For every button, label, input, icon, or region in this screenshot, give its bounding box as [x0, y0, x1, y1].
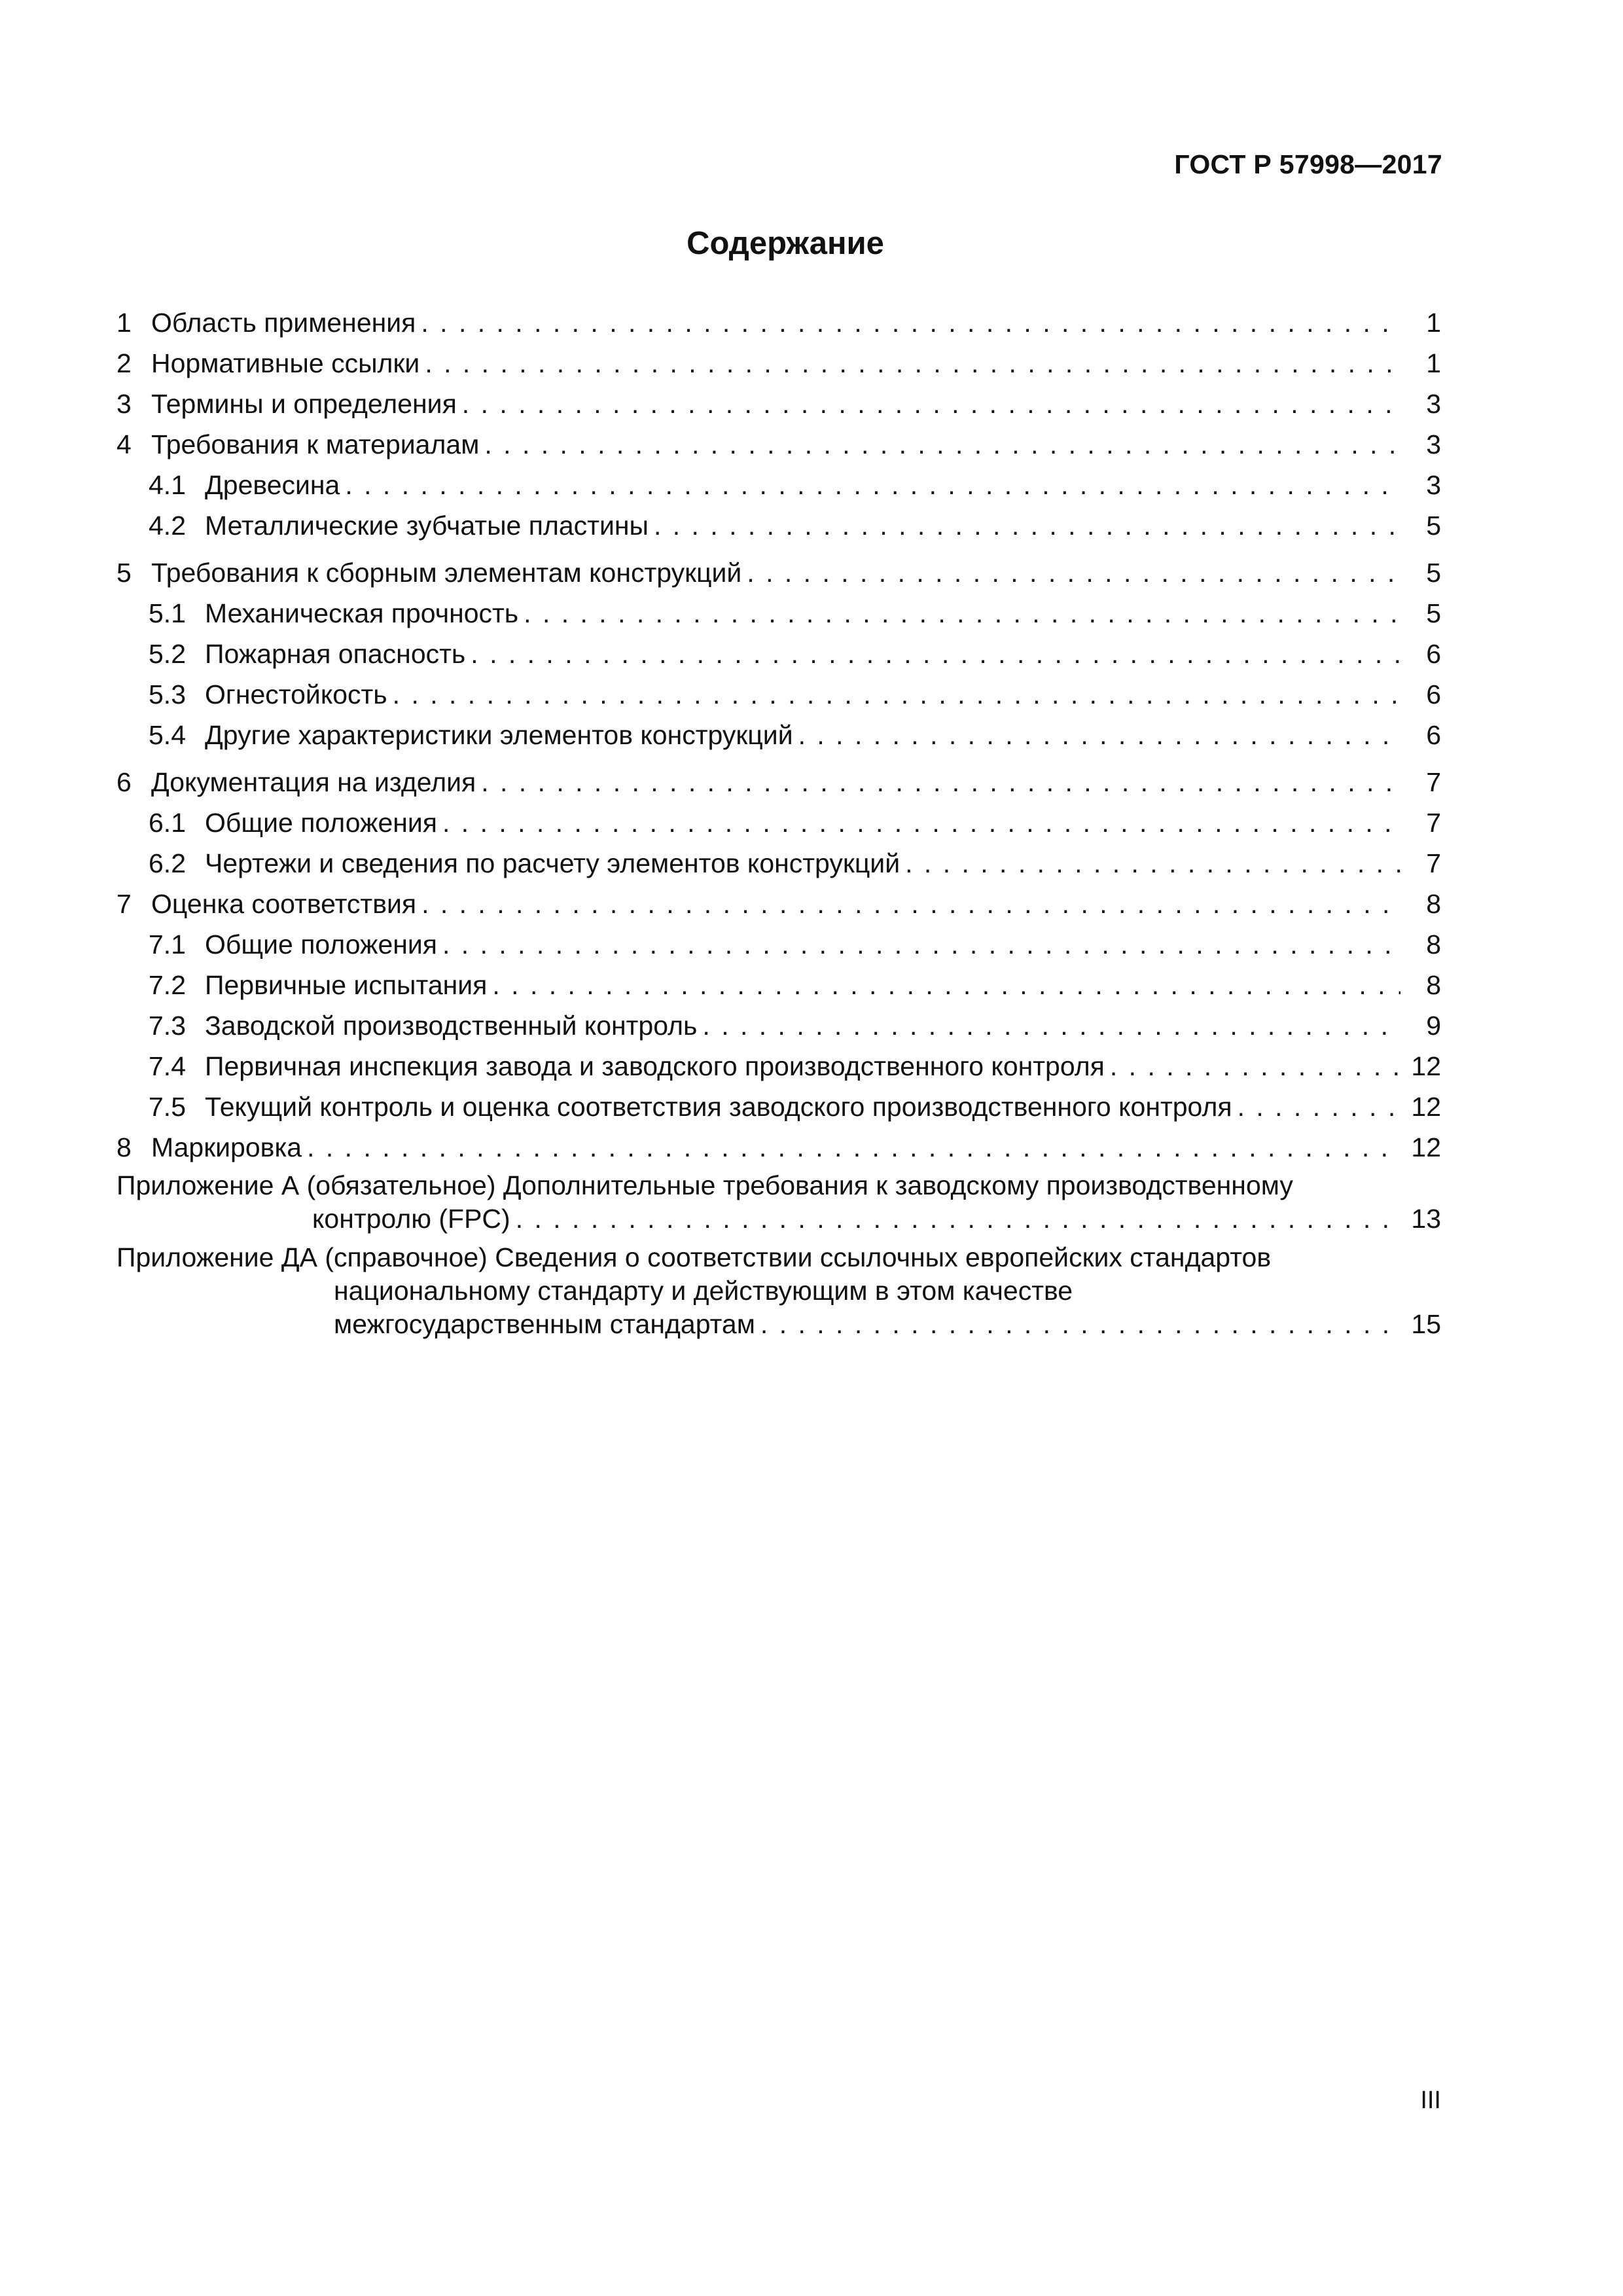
entry-number: 5.3: [149, 679, 186, 709]
entry-page-number: 13: [1411, 1204, 1441, 1234]
dot-leader: [457, 384, 1400, 424]
entry-page-number: 5: [1426, 558, 1441, 588]
dot-leader: [416, 302, 1400, 343]
toc-entry-7-2[interactable]: [116, 965, 1441, 1005]
entry-title: Другие характеристики элементов конструкций: [205, 720, 793, 750]
entry-title: Требования к материалам: [151, 429, 480, 459]
dot-leader: [793, 715, 1400, 755]
entry-number: 4.1: [149, 470, 186, 500]
toc-entry-4-1[interactable]: [116, 465, 1441, 505]
entry-number: 5.1: [149, 598, 186, 628]
entry-page-number: 5: [1426, 511, 1441, 541]
entry-title: Общие положения: [205, 929, 438, 960]
toc-entry-5-1[interactable]: [116, 593, 1441, 634]
entry-number: 7.2: [149, 970, 186, 1000]
dot-leader: [387, 674, 1400, 715]
toc-entry-4[interactable]: [116, 424, 1441, 465]
entry-number: 6.1: [149, 808, 186, 838]
toc-entry-7-3[interactable]: [116, 1005, 1441, 1046]
entry-title: Механическая прочность: [205, 598, 519, 628]
entry-page-number: 12: [1411, 1132, 1441, 1162]
table-of-contents: [116, 302, 1441, 1341]
entry-title: Маркировка: [151, 1132, 302, 1162]
toc-entry-3[interactable]: [116, 384, 1441, 424]
dot-leader: [755, 1308, 1400, 1341]
appendix-last-line: [116, 1202, 1441, 1236]
entry-page-number: 9: [1426, 1011, 1441, 1041]
entry-number: 3: [116, 389, 132, 419]
entry-page-number: 15: [1411, 1309, 1441, 1339]
document-code: ГОСТ Р 57998—2017: [1174, 149, 1442, 179]
entry-number: 7.4: [149, 1051, 186, 1081]
dot-leader: [302, 1127, 1400, 1168]
dot-leader: [479, 424, 1400, 465]
appendix-title-line: контролю (FPC): [312, 1204, 510, 1234]
entry-number: 7.1: [149, 929, 186, 960]
entry-title: Документация на изделия: [151, 767, 476, 797]
entry-number: 6.2: [149, 848, 186, 878]
dot-leader: [465, 634, 1400, 674]
entry-number: 6: [116, 767, 132, 797]
entry-page-number: 7: [1426, 767, 1441, 797]
entry-title: Металлические зубчатые пластины: [205, 511, 649, 541]
entry-page-number: 3: [1426, 429, 1441, 459]
toc-entry-7[interactable]: [116, 884, 1441, 924]
appendix-title-line: Приложение ДА (справочное) Сведения о соответствии ссылочных европейских стандартов: [116, 1242, 1272, 1272]
entry-page-number: 1: [1426, 348, 1441, 378]
toc-appendix-a[interactable]: [116, 1169, 1441, 1236]
dot-leader: [510, 1202, 1400, 1236]
entry-number: 5: [116, 558, 132, 588]
appendix-title-line: национальному стандарту и действующим в этом качестве: [334, 1276, 1073, 1306]
dot-leader: [900, 843, 1400, 884]
entry-title: Древесина: [205, 470, 340, 500]
entry-number: 8: [116, 1132, 132, 1162]
dot-leader: [697, 1005, 1400, 1046]
entry-page-number: 6: [1426, 639, 1441, 669]
entry-page-number: 6: [1426, 679, 1441, 709]
entry-number: 5.2: [149, 639, 186, 669]
appendix-title-line: межгосударственным стандартам: [334, 1309, 755, 1339]
entry-title: Первичные испытания: [205, 970, 488, 1000]
toc-entry-6[interactable]: [116, 762, 1441, 802]
toc-entry-6-1[interactable]: [116, 802, 1441, 843]
toc-entry-4-2[interactable]: [116, 505, 1441, 546]
entry-page-number: 12: [1411, 1051, 1441, 1081]
entry-title: Чертежи и сведения по расчету элементов конструкций: [205, 848, 901, 878]
dot-leader: [340, 465, 1400, 505]
entry-number: 7.3: [149, 1011, 186, 1041]
entry-title: Область применения: [151, 308, 416, 338]
toc-title: Содержание: [687, 226, 884, 261]
dot-leader: [416, 884, 1400, 924]
toc-entry-7-5[interactable]: [116, 1086, 1441, 1127]
entry-number: 4: [116, 429, 132, 459]
toc-appendix-da[interactable]: [116, 1241, 1441, 1341]
entry-page-number: 5: [1426, 598, 1441, 628]
dot-leader: [649, 505, 1400, 546]
entry-page-number: 8: [1426, 929, 1441, 960]
entry-number: 2: [116, 348, 132, 378]
entry-title: Требования к сборным элементам конструкций: [151, 558, 742, 588]
toc-entry-7-4[interactable]: [116, 1046, 1441, 1086]
toc-entry-1[interactable]: [116, 302, 1441, 343]
entry-title: Общие положения: [205, 808, 438, 838]
entry-title: Нормативные ссылки: [151, 348, 420, 378]
dot-leader: [476, 762, 1400, 802]
entry-title: Термины и определения: [151, 389, 457, 419]
toc-entry-5-3[interactable]: [116, 674, 1441, 715]
entry-title: Заводской производственный контроль: [205, 1011, 698, 1041]
entry-page-number: 7: [1426, 848, 1441, 878]
entry-page-number: 6: [1426, 720, 1441, 750]
entry-number: 4.2: [149, 511, 186, 541]
entry-title: Текущий контроль и оценка соответствия заводского производственного контроля: [205, 1092, 1232, 1122]
entry-page-number: 3: [1426, 470, 1441, 500]
entry-page-number: 8: [1426, 970, 1441, 1000]
entry-title: Оценка соответствия: [151, 889, 417, 919]
toc-entry-5[interactable]: [116, 552, 1441, 593]
entry-number: 5.4: [149, 720, 186, 750]
entry-title: Огнестойкость: [205, 679, 387, 709]
toc-entry-5-2[interactable]: [116, 634, 1441, 674]
entry-number: 1: [116, 308, 132, 338]
dot-leader: [741, 552, 1400, 593]
entry-page-number: 3: [1426, 389, 1441, 419]
dot-leader: [1232, 1086, 1400, 1127]
dot-leader: [518, 593, 1400, 634]
dot-leader: [437, 802, 1400, 843]
entry-title: Пожарная опасность: [205, 639, 466, 669]
toc-entry-7-1[interactable]: [116, 924, 1441, 965]
toc-entry-5-4[interactable]: [116, 715, 1441, 755]
toc-entry-2[interactable]: [116, 343, 1441, 384]
entry-page-number: 8: [1426, 889, 1441, 919]
dot-leader: [419, 343, 1400, 384]
appendix-last-line: [116, 1308, 1441, 1341]
dot-leader: [1105, 1046, 1400, 1086]
dot-leader: [487, 965, 1400, 1005]
entry-page-number: 1: [1426, 308, 1441, 338]
entry-number: 7.5: [149, 1092, 186, 1122]
entry-page-number: 12: [1411, 1092, 1441, 1122]
dot-leader: [437, 924, 1400, 965]
entry-page-number: 7: [1426, 808, 1441, 838]
page-number-roman: III: [1420, 2087, 1441, 2114]
toc-entry-6-2[interactable]: [116, 843, 1441, 884]
appendix-title-line: Приложение А (обязательное) Дополнительные требования к заводскому производственному: [116, 1170, 1293, 1200]
toc-entry-8[interactable]: [116, 1127, 1441, 1168]
entry-title: Первичная инспекция завода и заводского производственного контроля: [205, 1051, 1105, 1081]
entry-number: 7: [116, 889, 132, 919]
